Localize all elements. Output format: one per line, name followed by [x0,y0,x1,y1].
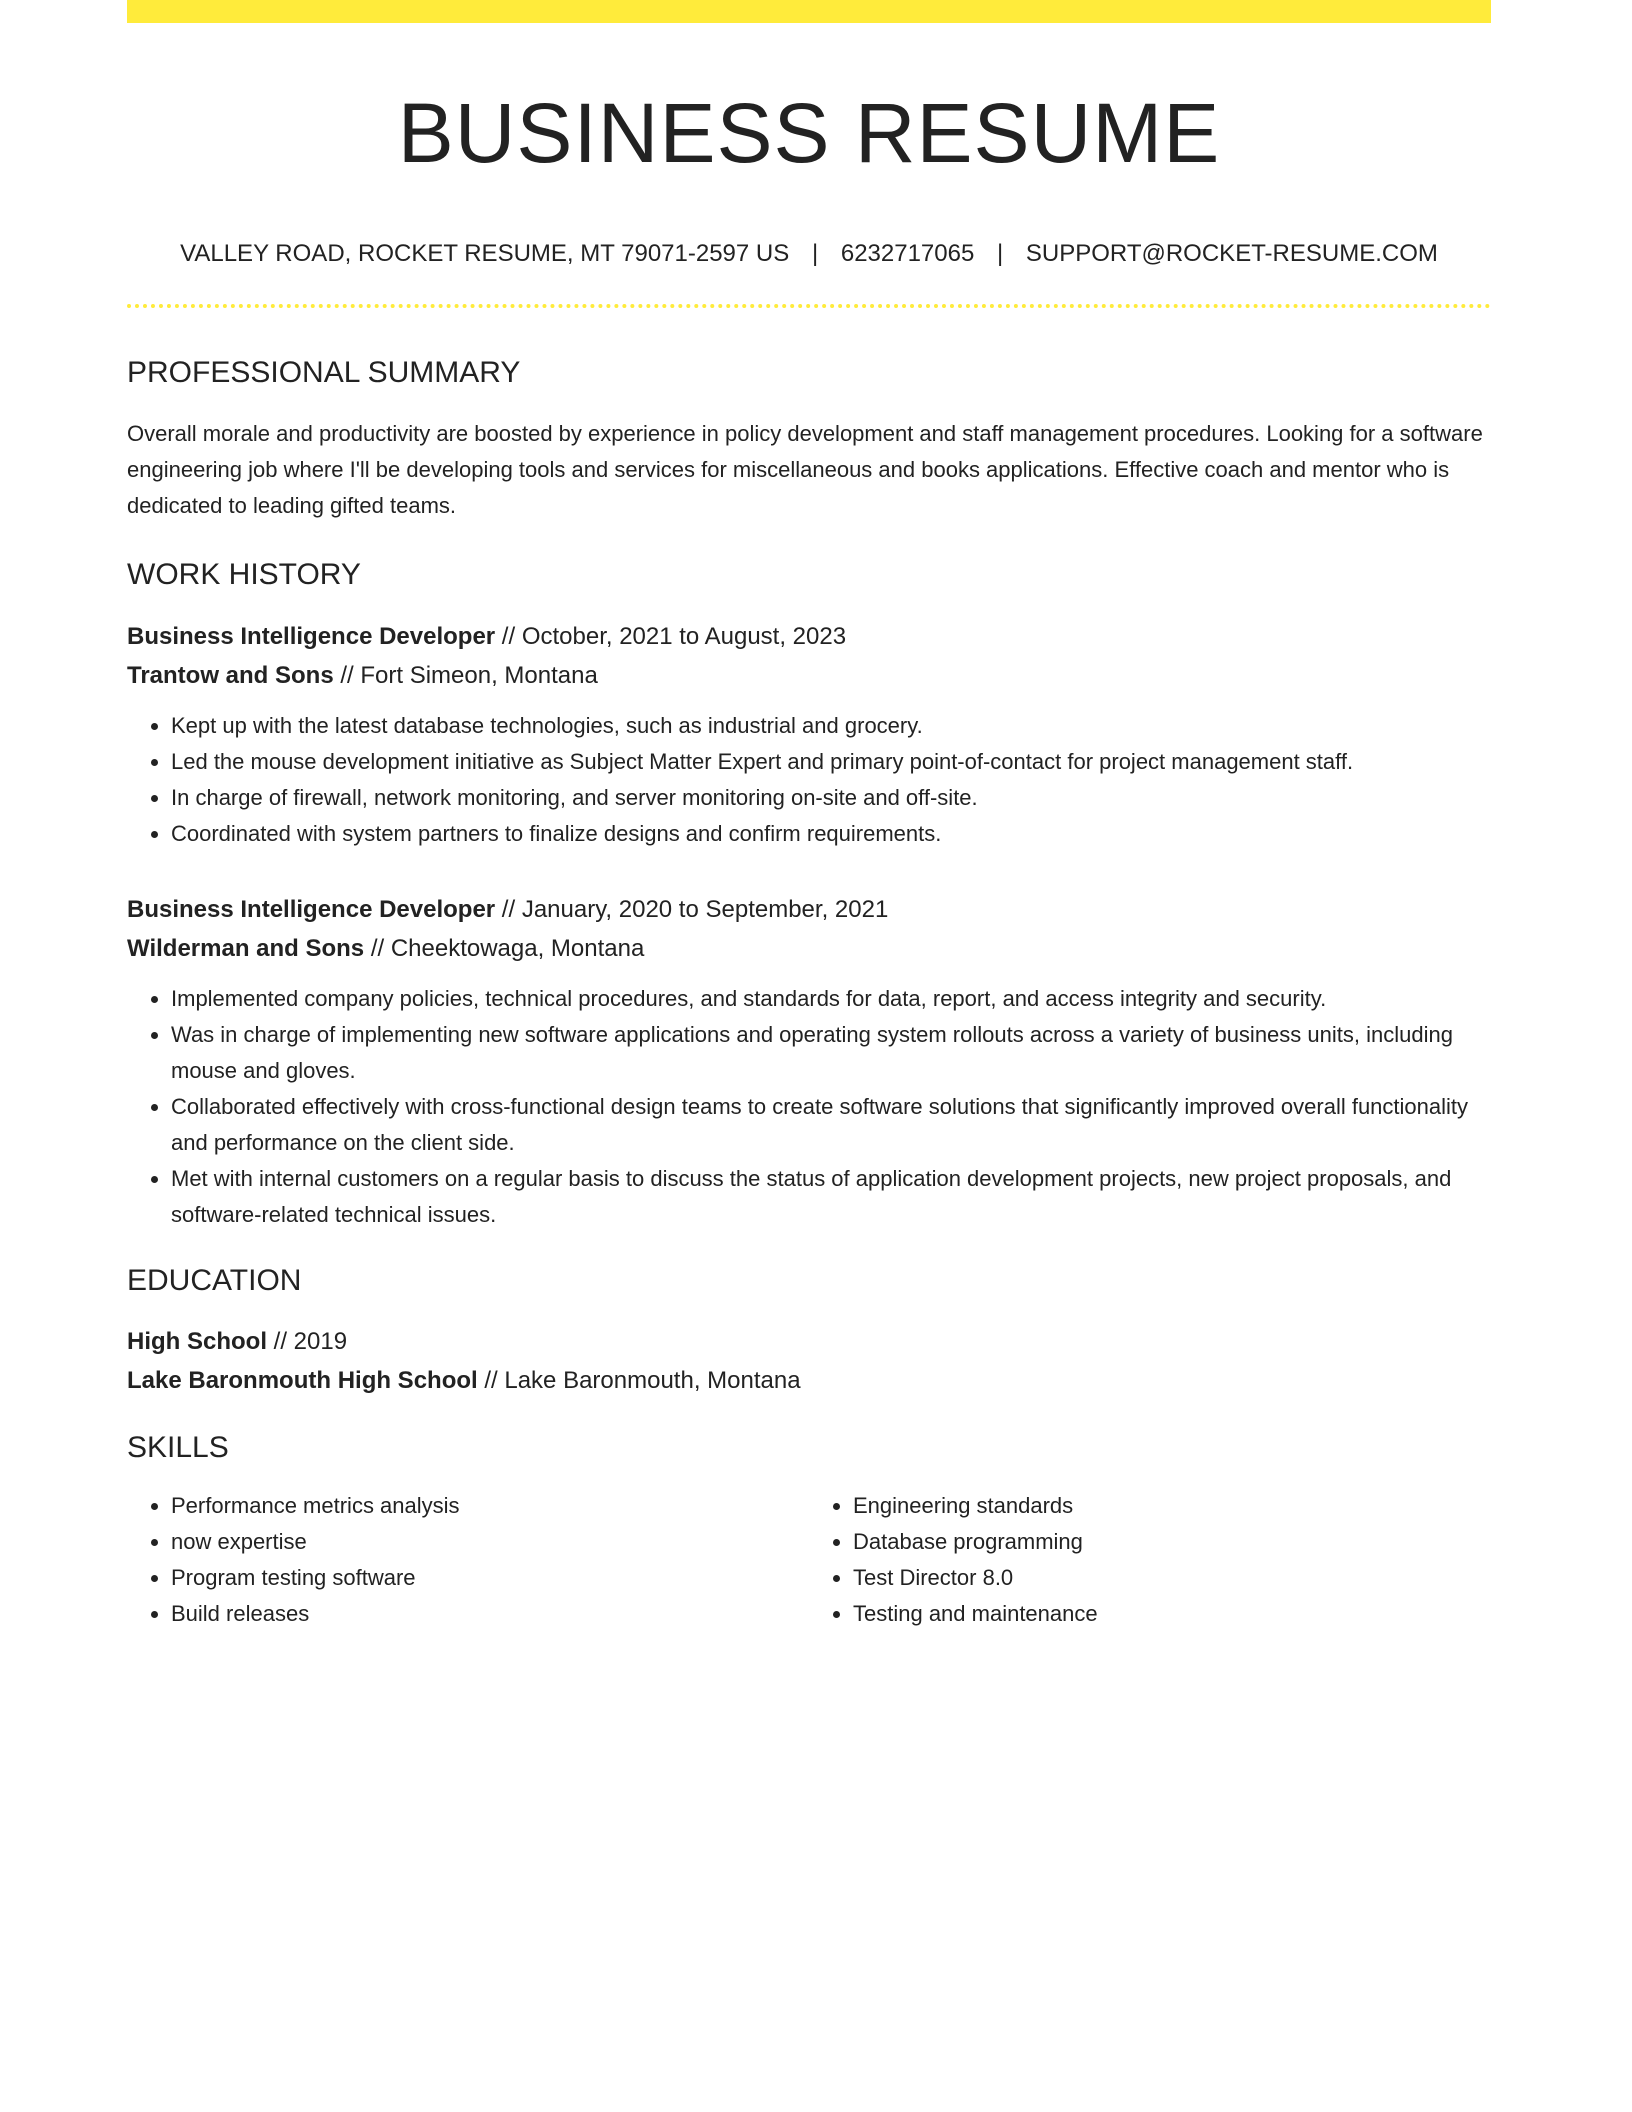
summary-text: Overall morale and productivity are boosted by experience in policy development and staff management procedures. Looking for a software engineering job where I'll be developing tools and services for miscellaneous and books applications. Effective coach and mentor who is dedicated to leading gifted teams. [127,421,1483,519]
skill-item: • Engineering standards [853,1488,1491,1524]
education-degree: High School [127,1328,267,1356]
list-item: • Kept up with the latest database technologies, such as industrial and grocery. [171,708,1491,744]
job-company-line [127,656,1491,695]
skill-item: • Testing and maintenance [853,1596,1491,1632]
contact-email: SUPPORT@ROCKET-RESUME.COM [1025,239,1438,267]
top-accent-bar [127,0,1491,23]
skills-grid [127,1488,1491,1632]
section-heading-work-history: WORK HISTORY [127,558,361,592]
job-company: Wilderman and Sons [127,935,365,963]
list-item: • Met with internal customers on a regular basis to discuss the status of application development projects, new project proposals, and software-related technical issues. [171,1161,1491,1233]
contact-phone: 6232717065 [840,239,975,267]
contact-separator: | [997,239,1004,267]
job-entry [127,617,1491,852]
resume-title: BUSINESS RESUME [397,86,1221,180]
contact-address: VALLEY ROAD, ROCKET RESUME, MT 79071-2597 US [180,239,790,267]
list-item: • Implemented company policies, technical procedures, and standards for data, report, and access integrity and security. [171,981,1491,1017]
job-location: // Cheektowaga, Montana [364,935,645,963]
list-item: • Led the mouse development initiative as Subject Matter Expert and primary point-of-contact for project management staff. [171,744,1491,780]
contact-separator: | [811,239,819,267]
education-year: // 2019 [267,1328,348,1356]
education-school-line [127,1361,1491,1400]
skill-item: • now expertise [171,1524,809,1560]
job-location: // Fort Simeon, Montana [333,662,598,690]
skill-item: • Performance metrics analysis [171,1488,809,1524]
skills-column-left [127,1488,809,1632]
skill-item: • Program testing software [171,1560,809,1596]
section-heading-education: EDUCATION [127,1264,302,1298]
education-degree-line [127,1322,1491,1361]
job-dates: // January, 2020 to September, 2021 [495,896,889,924]
job-company: Trantow and Sons [127,662,334,690]
job-entry [127,890,1491,1233]
list-item: • In charge of firewall, network monitoring, and server monitoring on-site and off-site. [171,780,1491,816]
dotted-divider [127,304,1491,308]
resume-page [127,0,1491,1632]
education-school: Lake Baronmouth High School [127,1367,478,1395]
job-bullets [127,708,1491,852]
job-title: Business Intelligence Developer [127,623,496,651]
list-item: • Was in charge of implementing new software applications and operating system rollouts across a variety of business units, including mouse and gloves. [171,1017,1491,1089]
list-item: • Coordinated with system partners to finalize designs and confirm requirements. [171,816,1491,852]
job-dates: // October, 2021 to August, 2023 [495,623,847,651]
job-title-line [127,890,1491,929]
skills-column-right [809,1488,1491,1632]
education-location: // Lake Baronmouth, Montana [477,1367,801,1395]
skill-item: • Build releases [171,1596,809,1632]
job-bullets [127,981,1491,1233]
skill-item: • Database programming [853,1524,1491,1560]
section-heading-summary: PROFESSIONAL SUMMARY [127,356,521,390]
skill-item: • Test Director 8.0 [853,1560,1491,1596]
job-company-line [127,929,1491,968]
job-title: Business Intelligence Developer [127,896,496,924]
education-entry [127,1322,1491,1400]
job-title-line [127,617,1491,656]
list-item: • Collaborated effectively with cross-functional design teams to create software solutions that significantly improved overall functionality and performance on the client side. [171,1089,1491,1161]
contact-line [127,240,1491,269]
section-heading-skills: SKILLS [127,1431,229,1465]
